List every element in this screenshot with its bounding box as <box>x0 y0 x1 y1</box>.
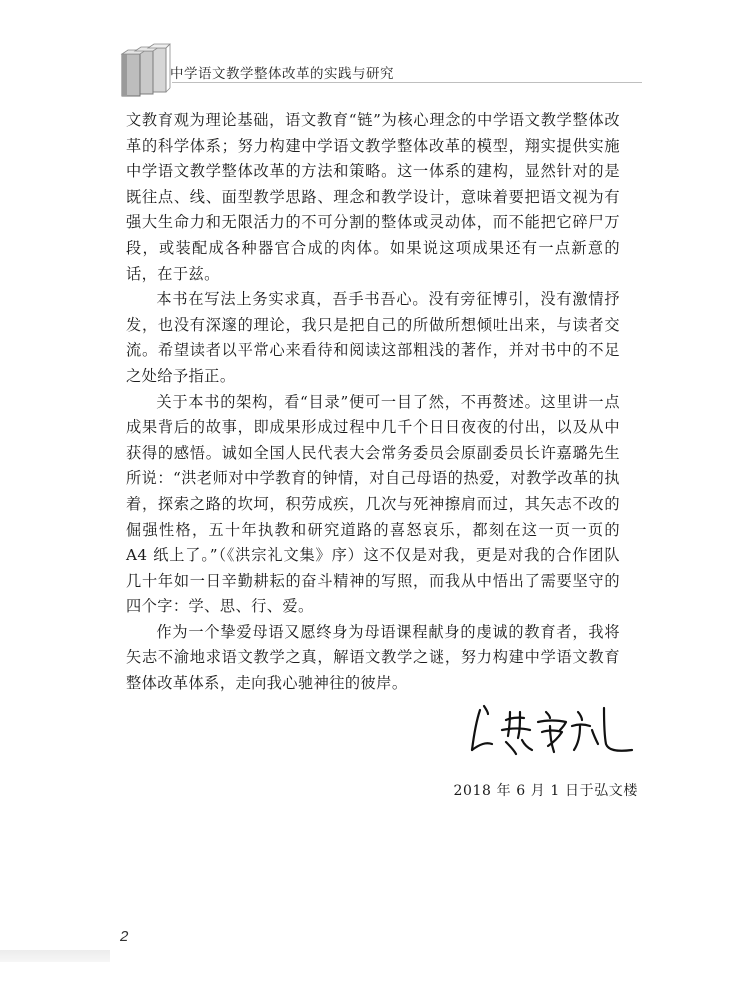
handwritten-signature <box>466 700 636 760</box>
body-text <box>126 108 620 697</box>
books-icon <box>118 42 172 98</box>
paragraph: 本书在写法上务实求真，吾手书吾心。没有旁征博引，没有激情抒发，也没有深邃的理论，我只是把自己的所做所想倾吐出来，与读者交流。希望读者以平常心来看待和阅读这部粗浅的著作，并对书中的不足之处给予指正。 <box>126 290 620 385</box>
paragraph: 关于本书的架构，看“目录”便可一目了然，不再赘述。这里讲一点成果背后的故事，即成果形成过程中几千个日日夜夜的付出，以及从中获得的感悟。诚如全国人民代表大会常务委员会原副委员长许嘉璐先生所说：“洪老师对中学教育的钟情，对自己母语的热爱，对教学改革的执着，探索之路的坎坷，积劳成疾，几次与死神擦肩而过，其矢志不改的倔强性格，五十年执教和研究道路的喜怒哀乐，都刻在这一页一页的 A4 纸上了。”（《洪宗礼文集》序）这不仅是对我，更是对我的合作团队几十年如一日辛勤耕耘的奋斗精神的写照，而我从中悟出了需要坚守的四个字：学、思、行、爱。 <box>126 392 620 616</box>
header-divider <box>172 82 642 83</box>
running-header <box>118 42 638 98</box>
paragraph: 文教育观为理论基础，语文教育“链”为核心理念的中学语文教学整体改革的科学体系；努力构建中学语文教学整体改革的模型，翔实提供实施中学语文教学整体改革的方法和策略。这一体系的建构，显然针对的是既往点、线、面型教学思路、理念和教学设计，意味着要把语文视为有强大生命力和无限活力的不可分割的整体或灵动体，而不能把它碎尸万段，或装配成各种器官合成的肉体。如果说这项成果还有一点新意的话，在于兹。 <box>126 111 620 283</box>
paragraph: 作为一个挚爱母语又愿终身为母语课程献身的虔诚的教育者，我将矢志不渝地求语文教学之真，解语文教学之谜，努力构建中学语文教育整体改革体系，走向我心驰神往的彼岸。 <box>126 622 620 693</box>
header-title: 中学语文教学整体改革的实践与研究 <box>170 66 394 82</box>
date-line: 2018 年 6 月 1 日于弘文楼 <box>453 783 638 799</box>
footer-band <box>0 950 110 962</box>
page-number: 2 <box>120 928 129 945</box>
